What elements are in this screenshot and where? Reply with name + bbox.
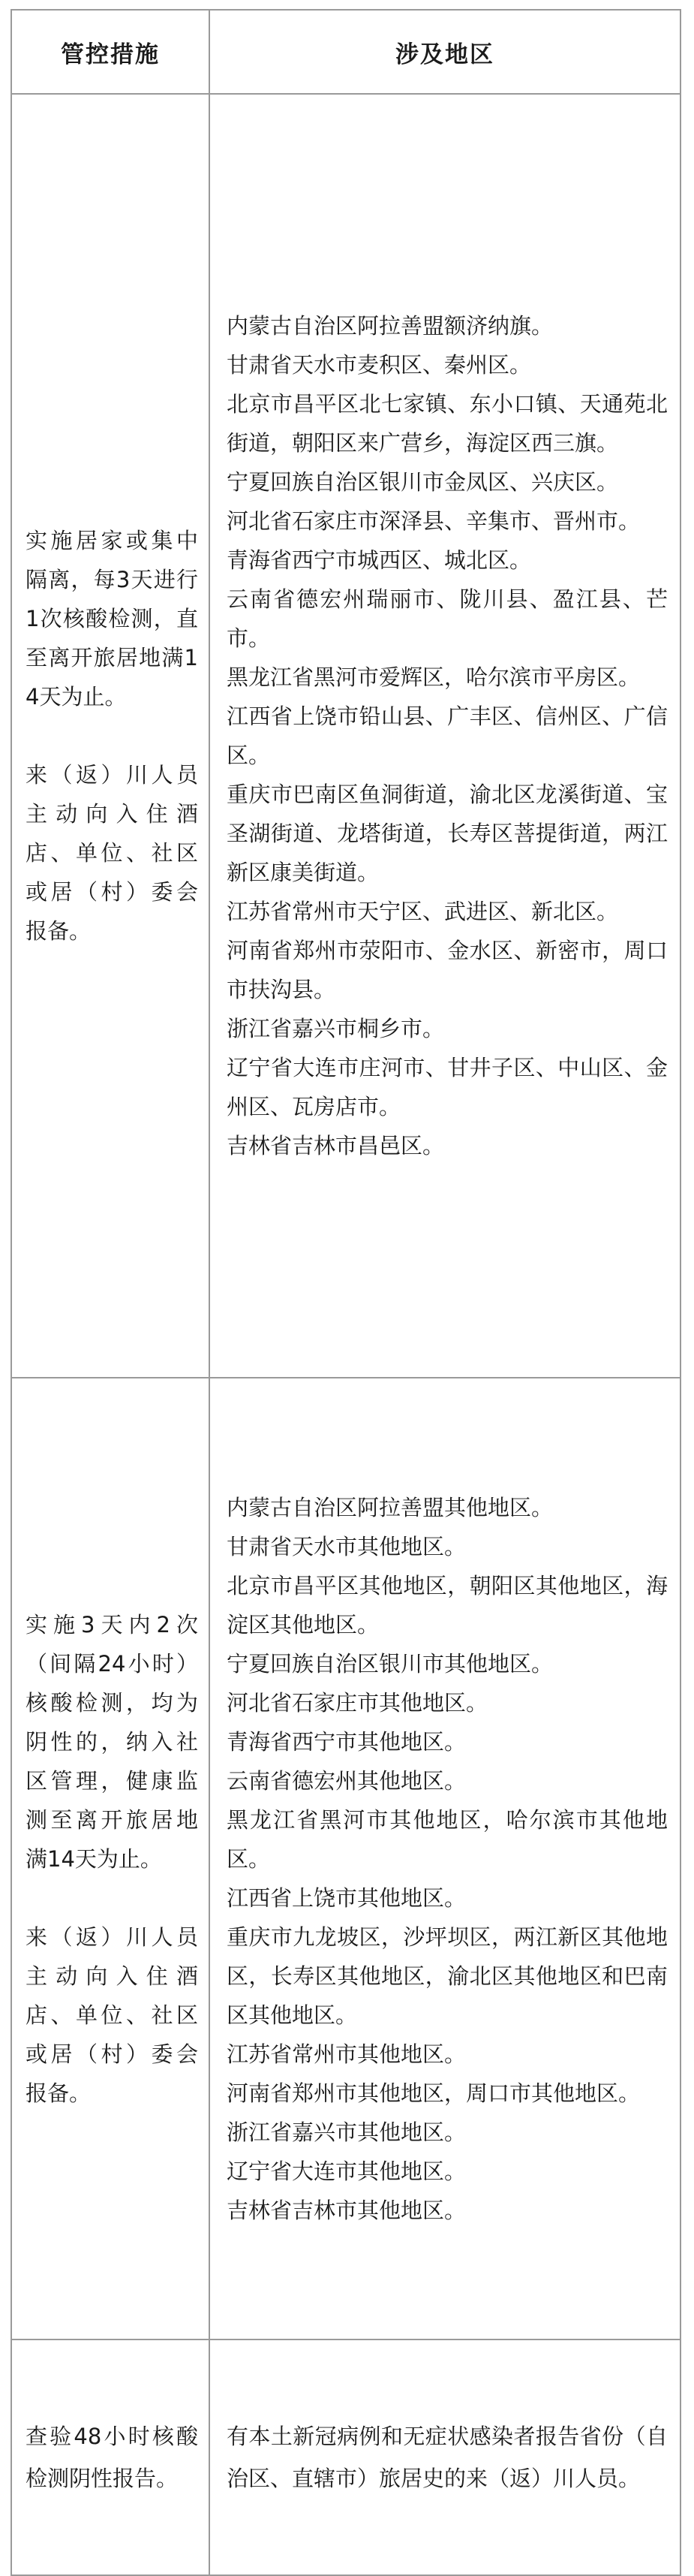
- region-item: 浙江省嘉兴市桐乡市。: [227, 1016, 445, 1041]
- region-item: 重庆市九龙坡区，沙坪坝区，两江新区其他地区，长寿区其他地区，渝北区其他地区和巴南区其他地区。: [227, 1924, 668, 2028]
- region-item: 吉林省吉林市昌邑区。: [227, 1133, 445, 1158]
- region-item: 河南省郑州市其他地区，周口市其他地区。: [227, 2080, 641, 2106]
- region-item: 青海省西宁市城西区、城北区。: [227, 547, 532, 573]
- table-row: [12, 1377, 680, 2339]
- region-item: 江苏省常州市其他地区。: [227, 2041, 467, 2067]
- region-item: 宁夏回族自治区银川市金凤区、兴庆区。: [227, 469, 619, 495]
- header-measure: 管控措施: [12, 11, 210, 93]
- measure-text: 实施3天内2次（间隔24小时）核酸检测，均为阴性的，纳入社区管理，健康监测至离开旅居地满14天为止。: [26, 1611, 198, 1872]
- region-item: 江苏省常州市天宁区、武进区、新北区。: [227, 899, 619, 924]
- regions-cell: [210, 95, 680, 1377]
- region-item: 河南省郑州市荥阳市、金水区、新密市，周口市扶沟县。: [227, 938, 668, 1002]
- measure-cell: [12, 95, 210, 1377]
- region-item: 黑龙江省黑河市爱辉区，哈尔滨市平房区。: [227, 664, 641, 690]
- measure-text: 实施居家或集中隔离，每3天进行1次核酸检测，直至离开旅居地满14天为止。: [26, 528, 198, 710]
- measure-text: 查验48小时核酸检测阴性报告。: [26, 2424, 198, 2491]
- region-item: 浙江省嘉兴市其他地区。: [227, 2119, 467, 2145]
- region-item: 黑龙江省黑河市其他地区，哈尔滨市其他地区。: [227, 1806, 668, 1872]
- table-row: [12, 2339, 680, 2574]
- region-item: 有本土新冠病例和无症状感染者报告省份（自治区、直辖市）旅居史的来（返）川人员。: [227, 2424, 668, 2491]
- region-item: 北京市昌平区其他地区，朝阳区其他地区，海淀区其他地区。: [227, 1572, 668, 1637]
- region-item: 重庆市巴南区鱼洞街道，渝北区龙溪街道、宝圣湖街道、龙塔街道，长寿区菩提街道，两江新区康美街道。: [227, 782, 668, 885]
- region-item: 辽宁省大连市其他地区。: [227, 2158, 467, 2184]
- region-item: 内蒙古自治区阿拉善盟额济纳旗。: [227, 313, 554, 339]
- region-item: 宁夏回族自治区银川市其他地区。: [227, 1650, 554, 1677]
- region-item: 云南省德宏州其他地区。: [227, 1767, 467, 1794]
- region-item: 云南省德宏州瑞丽市、陇川县、盈江县、芒市。: [227, 586, 668, 651]
- measure-cell: [12, 1378, 210, 2339]
- control-measures-table: [11, 9, 681, 2576]
- header-region: 涉及地区: [395, 41, 494, 68]
- region-item: 甘肃省天水市麦积区、秦州区。: [227, 352, 532, 378]
- region-item: 北京市昌平区北七家镇、东小口镇、天通苑北街道，朝阳区来广营乡，海淀区西三旗。: [227, 391, 668, 456]
- measure-cell: [12, 2340, 210, 2574]
- region-item: 吉林省吉林市其他地区。: [227, 2197, 467, 2223]
- measure-text: 来（返）川人员主动向入住酒店、单位、社区或居（村）委会报备。: [26, 762, 198, 944]
- table-header-row: [12, 11, 680, 93]
- regions-cell: [210, 1378, 680, 2339]
- region-item: 河北省石家庄市其他地区。: [227, 1689, 488, 1716]
- table-row: [12, 93, 680, 1377]
- region-item: 甘肃省天水市其他地区。: [227, 1533, 467, 1559]
- region-item: 江西省上饶市铅山县、广丰区、信州区、广信区。: [227, 704, 668, 768]
- regions-cell: [210, 2340, 680, 2574]
- region-item: 青海省西宁市其他地区。: [227, 1728, 467, 1755]
- region-item: 辽宁省大连市庄河市、甘井子区、中山区、金州区、瓦房店市。: [227, 1055, 668, 1119]
- region-item: 河北省石家庄市深泽县、辛集市、晋州市。: [227, 508, 641, 534]
- region-item: 内蒙古自治区阿拉善盟其他地区。: [227, 1494, 554, 1520]
- region-item: 江西省上饶市其他地区。: [227, 1885, 467, 1911]
- measure-text: 来（返）川人员主动向入住酒店、单位、社区或居（村）委会报备。: [26, 1924, 198, 2106]
